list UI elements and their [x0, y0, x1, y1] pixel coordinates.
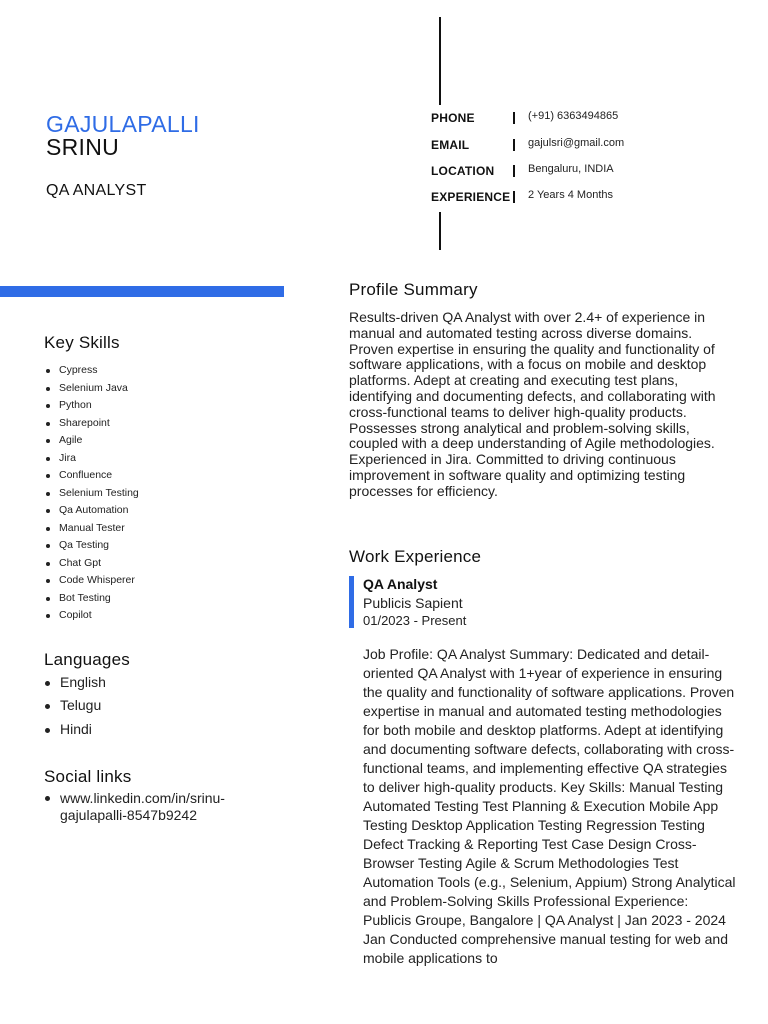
header-divider-top	[439, 17, 441, 105]
contact-experience-value: 2 Years 4 Months	[528, 189, 614, 201]
contact-email-row	[431, 138, 751, 158]
list-item: Qa Automation	[44, 502, 274, 520]
list-item: English	[44, 671, 274, 694]
work-experience-heading: Work Experience	[349, 547, 482, 566]
contact-location-row	[431, 164, 751, 184]
list-item: Bot Testing	[44, 590, 274, 608]
job-description: Job Profile: QA Analyst Summary: Dedicated and detail-oriented QA Analyst with 1+year of experience in ensuring the quality and functionality of software applications. Proven expertise in manual and automated testing methodologies for both mobile and desktop platforms. Adept at identifying and documenting software defects, collaborating with cross-functional teams, and implementing effective QA strategies to deliver high-quality products. Key Skills: Manual Testing Automated Testing Test Planning & Execution Mobile App Testing Desktop Application Testing Regression Testing Defect Tracking & Reporting Test Case Design Cross-Browser Testing Agile & Scrum Methodologies Test Automation Tools (e.g., Selenium, Appium) Strong Analytical and Problem-Solving Skills Professional Experience: Publicis Groupe, Bangalore | QA Analyst | Jan 2023 - 2024 Jan Conducted comprehensive manual testing for web and mobile applications to	[363, 646, 736, 966]
header-divider-bottom	[439, 212, 441, 250]
job-role-title: QA ANALYST	[46, 182, 147, 199]
profile-summary-text: Results-driven QA Analyst with over 2.4+ of experience in manual and automated testing across diverse domains. Proven expertise in ensuring the quality and functionality of software applications, with a focus on mobile and desktop platforms. Adept at creating and executing test plans, identifying and documenting defects, and collaborating with cross-functional teams to deliver high-quality products. Possesses strong analytical and problem-solving skills, coupled with a deep understanding of Agile methodologies. Experienced in Jira. Committed to driving continuous improvement in software quality and optimizing testing processes for efficiency.	[349, 309, 716, 499]
contact-phone-row	[431, 111, 751, 131]
last-name: SRINU	[46, 134, 120, 160]
list-item: Qa Testing	[44, 537, 274, 555]
contact-email-value: gajulsri@gmail.com	[528, 137, 625, 149]
profile-summary-heading: Profile Summary	[349, 280, 478, 299]
contact-experience-row	[431, 190, 751, 210]
list-item: Hindi	[44, 718, 274, 741]
languages-list	[44, 671, 274, 741]
list-item: Confluence	[44, 467, 274, 485]
list-item: Sharepoint	[44, 415, 274, 433]
accent-bar	[0, 286, 284, 297]
contact-phone-value: (+91) 6363494865	[528, 110, 619, 122]
list-item: Code Whisperer	[44, 572, 274, 590]
key-skills-heading: Key Skills	[44, 333, 120, 352]
first-name: GAJULAPALLI	[46, 111, 200, 137]
contact-separator	[513, 112, 515, 124]
job-company: Publicis Sapient	[363, 595, 463, 611]
social-links-heading: Social links	[44, 767, 132, 786]
contact-location-value: Bengaluru, INDIA	[528, 163, 614, 175]
contact-label: PHONE	[431, 111, 475, 125]
list-item: Manual Tester	[44, 520, 274, 538]
contact-label: EXPERIENCE	[431, 190, 511, 204]
list-item: Python	[44, 397, 274, 415]
linkedin-link[interactable]: www.linkedin.com/in/srinu-gajulapalli-8547b9242	[44, 790, 272, 823]
list-item: Jira	[44, 450, 274, 468]
list-item: Telugu	[44, 694, 274, 717]
job-dates: 01/2023 - Present	[363, 613, 467, 628]
list-item: Selenium Java	[44, 380, 274, 398]
contact-separator	[513, 191, 515, 203]
job-title: QA Analyst	[363, 576, 438, 592]
job-accent-bar	[349, 576, 354, 628]
contact-label: EMAIL	[431, 138, 470, 152]
list-item: Copilot	[44, 607, 274, 625]
languages-heading: Languages	[44, 650, 130, 669]
list-item: Cypress	[44, 362, 274, 380]
list-item: Chat Gpt	[44, 555, 274, 573]
contact-label: LOCATION	[431, 164, 495, 178]
contact-separator	[513, 139, 515, 151]
key-skills-list	[44, 362, 274, 625]
list-item: Agile	[44, 432, 274, 450]
contact-separator	[513, 165, 515, 177]
list-item: Selenium Testing	[44, 485, 274, 503]
